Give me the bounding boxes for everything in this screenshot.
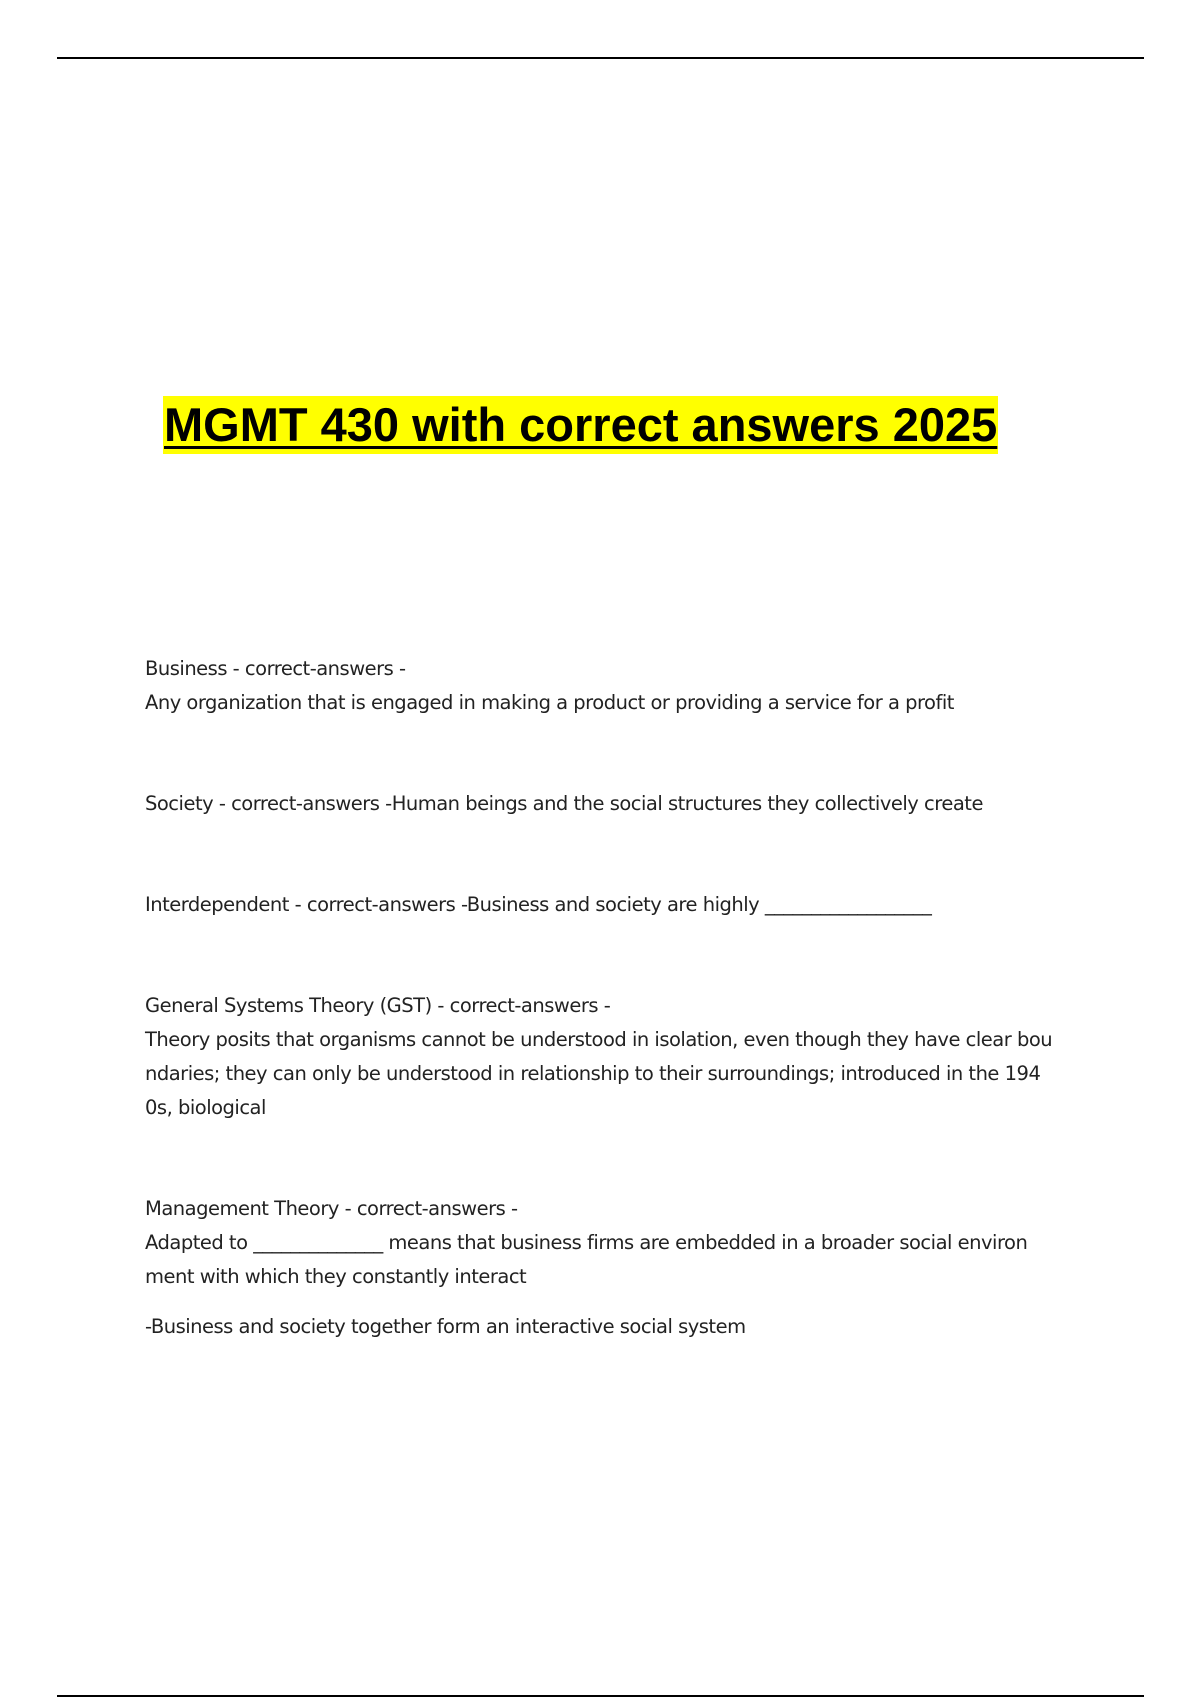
entry-interdependent (145, 888, 1085, 922)
entry-definition-line: Theory posits that organisms cannot be understood in isolation, even though they have clear bou (145, 1028, 1053, 1051)
entry-society (145, 787, 1085, 821)
entry-general-systems-theory (145, 989, 1085, 1125)
top-rule (57, 57, 1144, 59)
document-title: MGMT 430 with correct answers 2025 (163, 396, 998, 454)
entry-management-theory (145, 1192, 1085, 1344)
entry-business (145, 652, 1085, 720)
entry-extra-line: -Business and society together form an interactive social system (145, 1315, 746, 1338)
entry-definition-line: ment with which they constantly interact (145, 1265, 527, 1288)
entry-term-line: General Systems Theory (GST) - correct-answers - (145, 994, 611, 1017)
entry-term-line: Society - correct-answers -Human beings and the social structures they collectively create (145, 792, 983, 815)
title-block (163, 396, 998, 454)
entry-definition-line: 0s, biological (145, 1096, 266, 1119)
bottom-rule (57, 1695, 1144, 1697)
entry-definition-line: Any organization that is engaged in making a product or providing a service for a profit (145, 691, 954, 714)
entry-definition-line: ndaries; they can only be understood in relationship to their surroundings; introduced in the 194 (145, 1062, 1041, 1085)
entry-definition-line: Adapted to ______________ means that business firms are embedded in a broader social environ (145, 1231, 1028, 1254)
entry-term-line: Management Theory - correct-answers - (145, 1197, 518, 1220)
entry-term-line: Business - correct-answers - (145, 657, 406, 680)
paragraph-gap (145, 1294, 1085, 1310)
entry-term-line: Interdependent - correct-answers -Business and society are highly __________________ (145, 893, 932, 916)
